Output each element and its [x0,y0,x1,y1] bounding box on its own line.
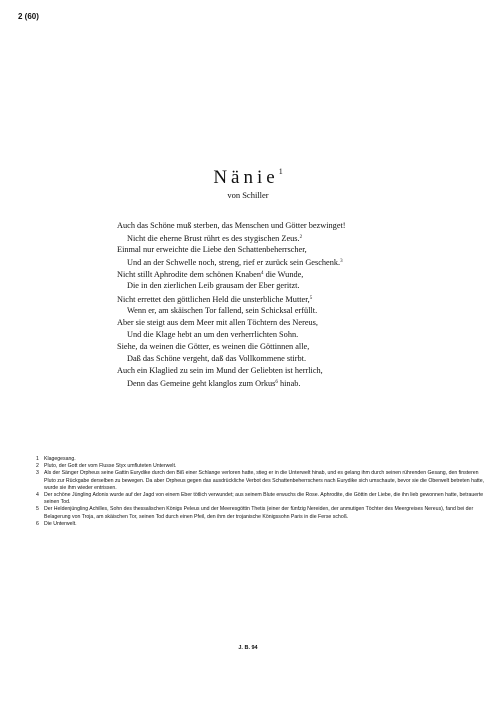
poem-text: Siehe, da weinen die Götter, es weinen die Göttinnen alle, [117,341,310,351]
author-subtitle: von Schiller [227,190,269,200]
title-block [0,162,496,200]
page-title: Nänie$^1$ [213,167,283,188]
poem-line [117,329,487,341]
poem-text: Aber sie steigt aus dem Meer mit allen Töchtern des Nereus, [117,317,318,327]
poem-text: Daß das Schöne vergeht, daß das Vollkommene stirbt. [127,354,307,364]
poem-text: Einmal nur erweichte die Liebe den Schattenbeherrscher, [117,245,307,255]
poem-line [117,232,487,244]
poem-text: Auch ein Klaglied zu sein im Mund der Geliebten ist herrlich, [117,366,323,376]
poem-text: die Wunde, [263,270,304,280]
poem-text: Und an der Schwelle noch, streng, rief er zurück sein Geschenk. [127,258,341,268]
poem-line [117,305,487,317]
poem-text: Wenn er, am skäischen Tor fallend, sein Schicksal erfüllt. [127,305,318,315]
footnote-number: 3 [36,470,39,477]
poem-text: Denn das Gemeine geht klanglos zum Orkus [127,379,276,389]
poem-text: Nicht stillt Aphrodite dem schönen Knaben [117,270,262,280]
footnote-ref: 5 [309,295,313,301]
footnote-ref: 3 [340,259,343,265]
footnotes [36,456,486,528]
footnote-number: 2 [36,463,39,470]
footnote-number: 4 [36,492,39,499]
footnote [36,492,486,506]
footnote-text: Als der Sänger Orpheus seine Gattin Eurydike durch den Biß einer Schlange verloren hatte, stieg er in die Unterwelt hinab, und es gelang ihm durch seinen rührenden Gesang, den finsteren Pluto zur Rückgabe derselben zu bewegen. Da aber Orpheus gegen das ausdrückliche Verbot des Schattenbeherrschers nach Eurydike sich umschaute, bevor sie die Oberwelt betreten hatte, wurde sie ihm wieder entrissen. [44,470,485,491]
poem-line [117,280,487,292]
poem-line [117,244,487,256]
footnote-number: 5 [36,506,39,513]
footnote-text: Klagegesang. [44,456,76,462]
footnote-text: Der Heldenjüngling Achilles, Sohn des thessalischen Königs Peleus und der Meeresgöttin Thetis (einer der fünfzig Nereiden, der anmutigen Töchter des Meergreises Nereus), fand bei der Belagerung von Troja, am skäischen Tor, seinen Tod durch einen Pfeil, den ihm der trojanische Königssohn Paris in die Ferse schoß. [44,506,474,520]
poem-line [117,268,487,280]
footnote [36,470,486,492]
poem-text: Und die Klage hebt an um den verherrlichten Sohn. [127,329,299,339]
footnote-ref: 6 [275,380,278,386]
poem-line [117,365,487,377]
footnote [36,506,486,520]
page-number: 2 (60) [18,12,39,21]
poem-text: hinab. [277,379,301,389]
footnote-number: 1 [36,456,39,462]
poem-text: Die in den zierlichen Leib grausam der Eber geritzt. [127,281,300,291]
poem-line [117,317,487,329]
poem-line [117,256,487,268]
poem-line [117,293,487,305]
poem-text: Auch das Schöne muß sterben, das Menschen und Götter bezwinget! [117,221,346,230]
poem-line [117,220,487,232]
footnote-ref: 2 [299,235,303,241]
poem-line [117,377,487,389]
footnote-number: 6 [36,520,39,527]
footnote [36,463,486,470]
poem-text: Nicht die eherne Brust rührt es des stygischen Zeus. [127,234,300,244]
poem-line [117,341,487,353]
footer-code: J. B. 94 [238,645,258,651]
footnote-text: Der schöne Jüngling Adonis wurde auf der Jagd von einem Eber tötlich verwundet; aus seinem Blute erwuchs die Rose. Aphrodite, die Göttin der Liebe, die ihn lieb gewonnen hatte, betrauerte seinen Tod. [44,492,484,506]
poem-text: Nicht errettet den göttlichen Held die unsterbliche Mutter, [117,294,310,304]
footnote-ref: 1 [278,167,283,176]
footnote [36,521,486,528]
poem-line [117,353,487,365]
poem [117,220,487,389]
footnote-text: Die Unterwelt. [44,520,77,527]
footnote-ref: 4 [261,271,264,277]
footnote [36,456,486,463]
footnote-text: Pluto, der Gott der vom Flusse Styx umfluteten Unterwelt. [44,463,177,470]
